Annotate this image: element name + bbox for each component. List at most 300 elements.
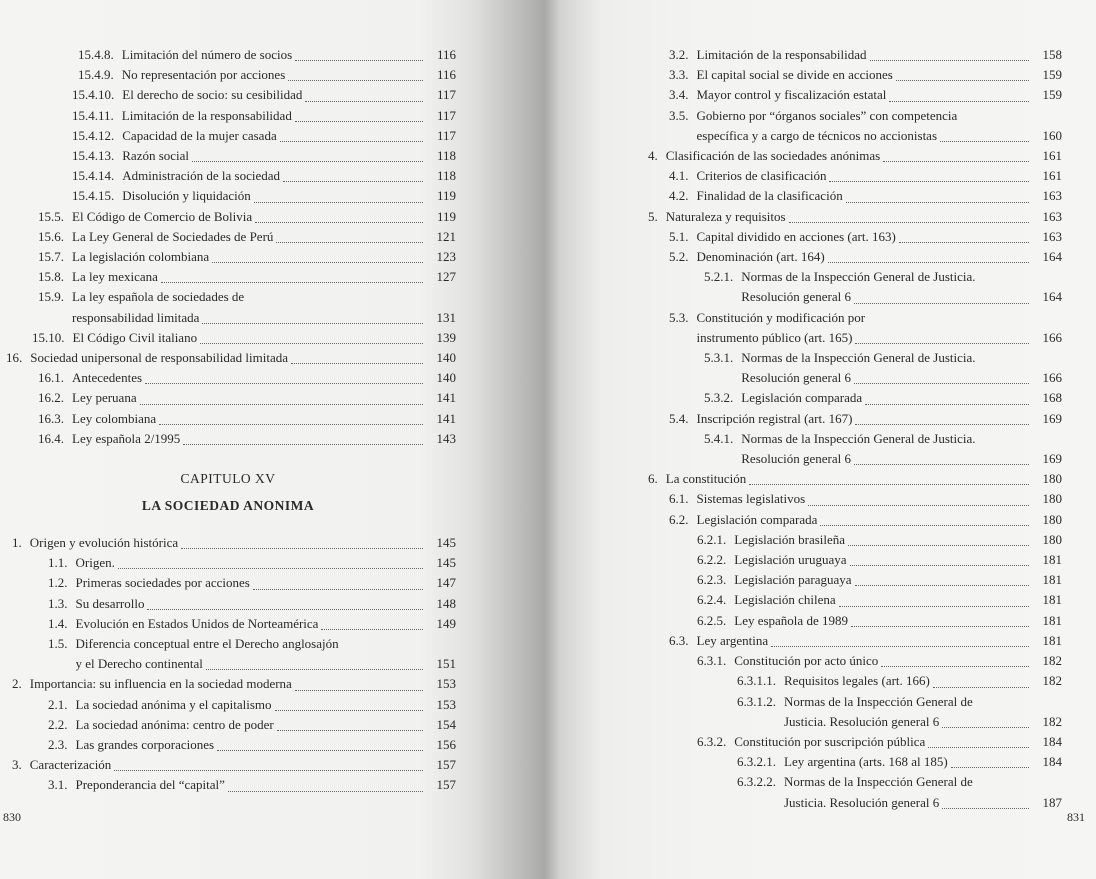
toc-entry-title: Denominación (art. 164) — [696, 249, 825, 265]
toc-entry — [552, 752, 1062, 772]
toc-entry — [552, 651, 1062, 671]
toc-entry — [552, 227, 1062, 247]
dot-leader — [228, 791, 423, 792]
toc-entry-page: 163 — [1042, 208, 1062, 224]
toc-entry-title: Legislación chilena — [734, 592, 836, 608]
toc-entry-number: 3.4. — [669, 87, 689, 103]
toc-entry-page: 159 — [1042, 87, 1062, 103]
dot-leader — [942, 727, 1029, 728]
toc-entry-page: 181 — [1042, 592, 1062, 608]
toc-entry-number: 2.1. — [48, 696, 68, 712]
dot-leader — [951, 767, 1029, 768]
toc-entry-title: Normas de la Inspección General de Justicia. — [741, 269, 976, 285]
toc-entry-page: 117 — [436, 127, 456, 143]
toc-entry-page: 143 — [436, 430, 456, 446]
dot-leader — [855, 343, 1029, 344]
dot-leader — [277, 730, 423, 731]
dot-leader — [828, 262, 1029, 263]
toc-entry-number: 15.10. — [32, 329, 65, 345]
toc-entry-number: 15.7. — [38, 249, 64, 265]
toc-entry — [0, 85, 456, 105]
toc-entry — [0, 186, 456, 206]
toc-entry-title: La sociedad anónima y el capitalismo — [75, 696, 272, 712]
toc-entry — [552, 166, 1062, 186]
dot-leader — [749, 484, 1029, 485]
dot-leader — [291, 363, 423, 364]
toc-entry — [0, 247, 456, 267]
toc-entry-page: 123 — [436, 249, 456, 265]
toc-entry-page: 180 — [1042, 531, 1062, 547]
toc-entry-page: 119 — [436, 208, 456, 224]
toc-entry-number: 4. — [648, 148, 658, 164]
dot-leader — [889, 101, 1029, 102]
toc-entry-number: 6.2.1. — [697, 531, 727, 547]
toc-entry-number: 1.4. — [48, 615, 68, 631]
dot-leader — [206, 669, 423, 670]
toc-entry — [552, 692, 1062, 732]
toc-entry — [552, 530, 1062, 550]
toc-entry — [552, 671, 1062, 691]
toc-entry-number: 6.3.2.2. — [737, 774, 776, 790]
toc-entry-number: 5.2. — [669, 249, 689, 265]
dot-leader — [255, 222, 423, 223]
toc-entry — [0, 207, 456, 227]
toc-entry-number: 6.3.2. — [697, 733, 727, 749]
toc-entry-title: Ley española 2/1995 — [72, 430, 181, 446]
dot-leader — [928, 747, 1029, 748]
toc-entry-title: Mayor control y fiscalización estatal — [696, 87, 887, 103]
toc-entry — [552, 186, 1062, 206]
toc-entry-page: 154 — [436, 716, 456, 732]
toc-entry-page: 149 — [436, 615, 456, 631]
toc-entry-title: Criterios de clasificación — [696, 168, 827, 184]
toc-entry-page: 159 — [1042, 67, 1062, 83]
dot-leader — [851, 626, 1029, 627]
toc-entry-number: 1.1. — [48, 555, 68, 571]
toc-entry-title: Clasificación de las sociedades anónimas — [665, 148, 881, 164]
toc-entry-number: 6.3.1.1. — [737, 673, 776, 689]
toc-entry-title: Limitación del número de socios — [121, 47, 293, 62]
toc-entry-page: 187 — [1042, 794, 1062, 810]
toc-entry-title: El derecho de socio: su cesibilidad — [122, 87, 303, 103]
toc-entry-page: 141 — [436, 390, 456, 406]
toc-entry — [552, 469, 1062, 489]
chapter-label: CAPITULO XV — [180, 471, 276, 486]
toc-entry-page: 118 — [436, 168, 456, 184]
toc-entry-title: La ley española de sociedades de — [72, 289, 245, 305]
toc-entry — [552, 489, 1062, 509]
dot-leader — [883, 161, 1029, 162]
toc-entry-title: Constitución por acto único — [734, 653, 879, 669]
toc-entry-page: 119 — [436, 188, 456, 204]
toc-entry-number: 16.1. — [38, 370, 64, 386]
toc-entry-page: 181 — [1042, 552, 1062, 568]
dot-leader — [295, 60, 423, 61]
toc-entry — [552, 45, 1062, 65]
toc-entry — [0, 106, 456, 126]
toc-entry — [0, 287, 456, 327]
toc-entry — [0, 634, 456, 674]
toc-entry — [552, 85, 1062, 105]
toc-entry-title: Naturaleza y requisitos — [665, 208, 786, 224]
toc-entry-title: Capacidad de la mujer casada — [122, 127, 277, 143]
toc-entry-number: 15.4.12. — [72, 127, 115, 143]
dot-leader — [161, 282, 423, 283]
toc-entry — [552, 65, 1062, 85]
toc-left-bottom — [0, 533, 456, 796]
dot-leader — [321, 629, 423, 630]
toc-entry — [552, 146, 1062, 166]
toc-entry-page: 164 — [1042, 289, 1062, 305]
toc-entry-number: 16.2. — [38, 390, 64, 406]
toc-entry-page: 141 — [436, 410, 456, 426]
toc-entry-title-cont: y el Derecho continental — [75, 656, 203, 672]
toc-entry — [552, 732, 1062, 752]
toc-entry-number: 15.5. — [38, 208, 64, 224]
toc-entry-page: 118 — [436, 148, 456, 164]
toc-entry-title: Ley argentina (arts. 168 al 185) — [784, 754, 948, 770]
toc-entry-title: Las grandes corporaciones — [75, 737, 215, 753]
toc-entry — [0, 775, 456, 795]
toc-entry-number: 1.3. — [48, 595, 68, 611]
toc-entry-title: Legislación paraguaya — [734, 572, 852, 588]
toc-entry-number: 15.6. — [38, 228, 64, 244]
toc-entry — [552, 348, 1062, 388]
toc-entry-title: Normas de la Inspección General de Justicia. — [741, 350, 976, 366]
dot-leader — [305, 101, 423, 102]
toc-left-top — [0, 45, 456, 449]
toc-entry-number: 6.3.2.1. — [737, 754, 776, 770]
toc-entry — [0, 429, 456, 449]
toc-entry-number: 2.2. — [48, 716, 68, 732]
toc-entry-number: 16.4. — [38, 430, 64, 446]
toc-entry-number: 4.2. — [669, 188, 689, 204]
toc-entry-title: Sociedad unipersonal de responsabilidad limitada — [30, 350, 289, 366]
toc-entry-title: Preponderancia del “capital” — [75, 777, 225, 793]
toc-right — [552, 45, 1062, 813]
toc-entry-title-cont: Justicia. Resolución general 6 — [784, 794, 940, 810]
toc-entry-number: 6.2.3. — [697, 572, 727, 588]
toc-entry-number: 5.4. — [669, 410, 689, 426]
page-number-left: 830 — [3, 810, 21, 824]
dot-leader — [200, 343, 423, 344]
toc-entry — [552, 510, 1062, 530]
toc-entry-title: Ley colombiana — [72, 410, 157, 426]
toc-entry-number: 1.5. — [48, 636, 68, 652]
toc-entry-title: Capital dividido en acciones (art. 163) — [696, 228, 896, 244]
dot-leader — [183, 444, 423, 445]
toc-entry — [552, 106, 1062, 146]
dot-leader — [275, 710, 423, 711]
toc-entry-title: Finalidad de la clasificación — [696, 188, 843, 204]
toc-entry-number: 3. — [12, 757, 22, 773]
dot-leader — [829, 181, 1029, 182]
toc-entry — [0, 614, 456, 634]
toc-entry-page: 166 — [1042, 370, 1062, 386]
dot-leader — [854, 303, 1029, 304]
toc-entry — [0, 594, 456, 614]
dot-leader — [846, 202, 1029, 203]
toc-entry-number: 15.8. — [38, 269, 64, 285]
toc-entry-page: 182 — [1042, 713, 1062, 729]
toc-entry-title: Sistemas legislativos — [696, 491, 806, 507]
toc-entry-title: Normas de la Inspección General de — [784, 693, 973, 709]
toc-entry-title: Razón social — [122, 148, 190, 164]
toc-entry-title: Normas de la Inspección General de Justicia. — [741, 430, 976, 446]
toc-entry — [0, 695, 456, 715]
right-page — [552, 0, 1096, 879]
toc-entry-number: 1. — [12, 535, 22, 550]
toc-entry-page: 164 — [1042, 249, 1062, 265]
toc-entry-number: 6.2.2. — [697, 552, 727, 568]
toc-entry-title: El capital social se divide en acciones — [696, 67, 893, 83]
dot-leader — [140, 404, 423, 405]
toc-entry-page: 116 — [436, 67, 456, 83]
toc-entry-page: 169 — [1042, 410, 1062, 426]
toc-entry-title-cont: Resolución general 6 — [741, 289, 851, 305]
dot-leader — [881, 666, 1029, 667]
toc-entry-number: 3.5. — [669, 107, 689, 123]
dot-leader — [940, 141, 1029, 142]
toc-entry-title: No representación por acciones — [121, 67, 286, 83]
toc-entry-page: 180 — [1042, 511, 1062, 527]
toc-entry-page: 116 — [436, 47, 456, 62]
toc-entry-number: 15.4.8. — [78, 47, 114, 62]
toc-entry-page: 139 — [436, 329, 456, 345]
dot-leader — [159, 424, 423, 425]
toc-entry-page: 184 — [1042, 733, 1062, 749]
toc-entry-title: Importancia: su influencia en la sociedad moderna — [29, 676, 292, 692]
toc-entry-number: 15.9. — [38, 289, 64, 305]
toc-entry — [0, 573, 456, 593]
toc-entry-page: 153 — [436, 676, 456, 692]
toc-entry-page: 148 — [436, 595, 456, 611]
dot-leader — [855, 424, 1029, 425]
dot-leader — [192, 161, 423, 162]
toc-entry — [552, 611, 1062, 631]
toc-entry-page: 180 — [1042, 471, 1062, 487]
toc-entry-title-cont: Resolución general 6 — [741, 370, 851, 386]
dot-leader — [854, 383, 1029, 384]
toc-entry-number: 15.4.11. — [72, 107, 114, 123]
toc-entry — [0, 533, 456, 553]
toc-entry-title: Origen. — [75, 555, 115, 571]
toc-entry — [0, 388, 456, 408]
toc-entry-page: 156 — [436, 737, 456, 753]
toc-entry-page: 140 — [436, 370, 456, 386]
toc-entry-page: 117 — [436, 87, 456, 103]
toc-entry — [552, 590, 1062, 610]
toc-entry-number: 3.3. — [669, 67, 689, 83]
dot-leader — [854, 464, 1029, 465]
toc-entry-page: 157 — [436, 777, 456, 793]
toc-entry-number: 5.3.2. — [704, 390, 734, 406]
toc-entry-title: Primeras sociedades por acciones — [75, 575, 250, 591]
toc-entry-page: 117 — [436, 107, 456, 123]
toc-entry-page: 182 — [1042, 673, 1062, 689]
toc-entry-title: La sociedad anónima: centro de poder — [75, 716, 274, 732]
toc-entry-number: 15.4.14. — [72, 168, 115, 184]
toc-entry-title: La Ley General de Sociedades de Perú — [72, 228, 274, 244]
toc-entry-title-cont: responsabilidad limitada — [72, 309, 200, 325]
toc-entry-title: Administración de la sociedad — [122, 168, 281, 184]
toc-entry — [0, 166, 456, 186]
toc-entry-title: El Código de Comercio de Bolivia — [72, 208, 253, 224]
toc-entry-page: 140 — [436, 350, 456, 366]
toc-entry-title: Evolución en Estados Unidos de Norteamérica — [75, 615, 319, 631]
toc-entry-number: 6.1. — [669, 491, 689, 507]
toc-entry-number: 6.2. — [669, 511, 689, 527]
toc-entry — [0, 409, 456, 429]
toc-entry-page: 169 — [1042, 451, 1062, 467]
toc-entry-page: 166 — [1042, 329, 1062, 345]
toc-entry-title: Legislación comparada — [696, 511, 818, 527]
toc-entry-title-cont: específica y a cargo de técnicos no accionistas — [696, 127, 938, 143]
toc-entry — [0, 348, 456, 368]
toc-entry — [552, 207, 1062, 227]
toc-entry-page: 181 — [1042, 632, 1062, 648]
toc-entry-page: 145 — [436, 535, 456, 550]
dot-leader — [808, 505, 1029, 506]
toc-entry-number: 15.4.9. — [78, 67, 114, 83]
toc-entry-title-cont: Resolución general 6 — [741, 451, 851, 467]
dot-leader — [114, 770, 423, 771]
toc-entry-title: Antecedentes — [72, 370, 143, 386]
toc-entry-title: Gobierno por “órganos sociales” con competencia — [696, 107, 958, 123]
dot-leader — [848, 545, 1029, 546]
dot-leader — [865, 404, 1029, 405]
toc-entry-number: 15.4.15. — [72, 188, 115, 204]
toc-entry-page: 153 — [436, 696, 456, 712]
toc-entry — [0, 126, 456, 146]
toc-entry-number: 6.2.4. — [697, 592, 727, 608]
dot-leader — [280, 141, 423, 142]
dot-leader — [789, 222, 1029, 223]
dot-leader — [217, 750, 423, 751]
toc-entry — [552, 409, 1062, 429]
toc-entry — [552, 388, 1062, 408]
dot-leader — [942, 808, 1029, 809]
toc-entry — [0, 368, 456, 388]
dot-leader — [254, 202, 423, 203]
dot-leader — [145, 383, 423, 384]
toc-entry — [0, 65, 456, 85]
toc-entry-page: 184 — [1042, 754, 1062, 770]
toc-entry — [0, 45, 456, 65]
toc-entry-number: 2. — [12, 676, 22, 692]
dot-leader — [118, 568, 423, 569]
toc-entry-title: Caracterización — [29, 757, 112, 773]
toc-entry-page: 147 — [436, 575, 456, 591]
toc-entry-number: 15.4.10. — [72, 87, 115, 103]
toc-entry-title: Disolución y liquidación — [122, 188, 251, 204]
toc-entry-page: 145 — [436, 555, 456, 571]
dot-leader — [850, 565, 1029, 566]
dot-leader — [771, 646, 1029, 647]
toc-entry-page: 163 — [1042, 188, 1062, 204]
toc-entry-title: Legislación brasileña — [734, 531, 846, 547]
toc-entry-page: 121 — [436, 228, 456, 244]
dot-leader — [295, 690, 423, 691]
toc-entry — [552, 429, 1062, 469]
dot-leader — [855, 585, 1029, 586]
toc-entry-page: 180 — [1042, 491, 1062, 507]
toc-entry — [0, 146, 456, 166]
toc-entry-number: 1.2. — [48, 575, 68, 591]
toc-entry-number: 6.2.5. — [697, 612, 727, 628]
toc-entry-title: Legislación comparada — [741, 390, 863, 406]
toc-entry — [552, 631, 1062, 651]
toc-entry-page: 163 — [1042, 228, 1062, 244]
toc-entry-title: Normas de la Inspección General de — [784, 774, 973, 790]
toc-entry — [0, 735, 456, 755]
dot-leader — [283, 181, 423, 182]
toc-entry-title: Limitación de la responsabilidad — [121, 107, 292, 123]
toc-entry-number: 3.2. — [669, 47, 689, 62]
toc-entry-title: Limitación de la responsabilidad — [696, 47, 867, 62]
toc-entry-title-cont: instrumento público (art. 165) — [696, 329, 853, 345]
toc-entry-number: 5.3. — [669, 309, 689, 325]
toc-entry — [552, 247, 1062, 267]
toc-entry — [552, 570, 1062, 590]
toc-entry-title: Inscripción registral (art. 167) — [696, 410, 853, 426]
toc-entry-title: Requisitos legales (art. 166) — [784, 673, 930, 689]
toc-entry-page: 127 — [436, 269, 456, 285]
dot-leader — [253, 589, 423, 590]
toc-entry-title: Constitución por suscripción pública — [734, 733, 926, 749]
toc-entry-page: 161 — [1042, 148, 1062, 164]
toc-entry-page: 158 — [1042, 47, 1062, 62]
toc-entry — [0, 674, 456, 694]
toc-entry-page: 182 — [1042, 653, 1062, 669]
toc-entry-number: 5. — [648, 208, 658, 224]
dot-leader — [181, 548, 423, 549]
toc-entry-title: El Código Civil italiano — [72, 329, 198, 345]
toc-entry — [552, 267, 1062, 307]
toc-entry-title: Origen y evolución histórica — [29, 535, 179, 550]
toc-entry-number: 16. — [6, 350, 23, 366]
toc-entry — [0, 553, 456, 573]
toc-entry-number: 5.3.1. — [704, 350, 734, 366]
toc-entry-number: 6.3.1. — [697, 653, 727, 669]
toc-entry-number: 15.4.13. — [72, 148, 115, 164]
toc-entry-title: Diferencia conceptual entre el Derecho anglosajón — [75, 636, 339, 652]
toc-entry-number: 5.4.1. — [704, 430, 734, 446]
dot-leader — [870, 60, 1029, 61]
dot-leader — [276, 242, 423, 243]
toc-entry-number: 6. — [648, 471, 658, 487]
toc-entry-title: La constitución — [665, 471, 747, 487]
toc-entry-number: 3.1. — [48, 777, 68, 793]
dot-leader — [212, 262, 423, 263]
toc-entry — [0, 227, 456, 247]
toc-entry-number: 5.2.1. — [704, 269, 734, 285]
chapter-title: LA SOCIEDAD ANONIMA — [141, 498, 315, 513]
dot-leader — [288, 80, 423, 81]
toc-entry — [552, 772, 1062, 812]
toc-entry-number: 5.1. — [669, 228, 689, 244]
page-number-right: 831 — [1067, 810, 1085, 824]
toc-entry-number: 2.3. — [48, 737, 68, 753]
toc-entry-page: 131 — [436, 309, 456, 325]
toc-entry-page: 161 — [1042, 168, 1062, 184]
toc-entry — [552, 550, 1062, 570]
dot-leader — [202, 323, 423, 324]
toc-entry-title: Su desarrollo — [75, 595, 145, 611]
toc-entry-title-cont: Justicia. Resolución general 6 — [784, 713, 940, 729]
toc-entry-title: Ley española de 1989 — [734, 612, 848, 628]
toc-entry — [0, 267, 456, 287]
